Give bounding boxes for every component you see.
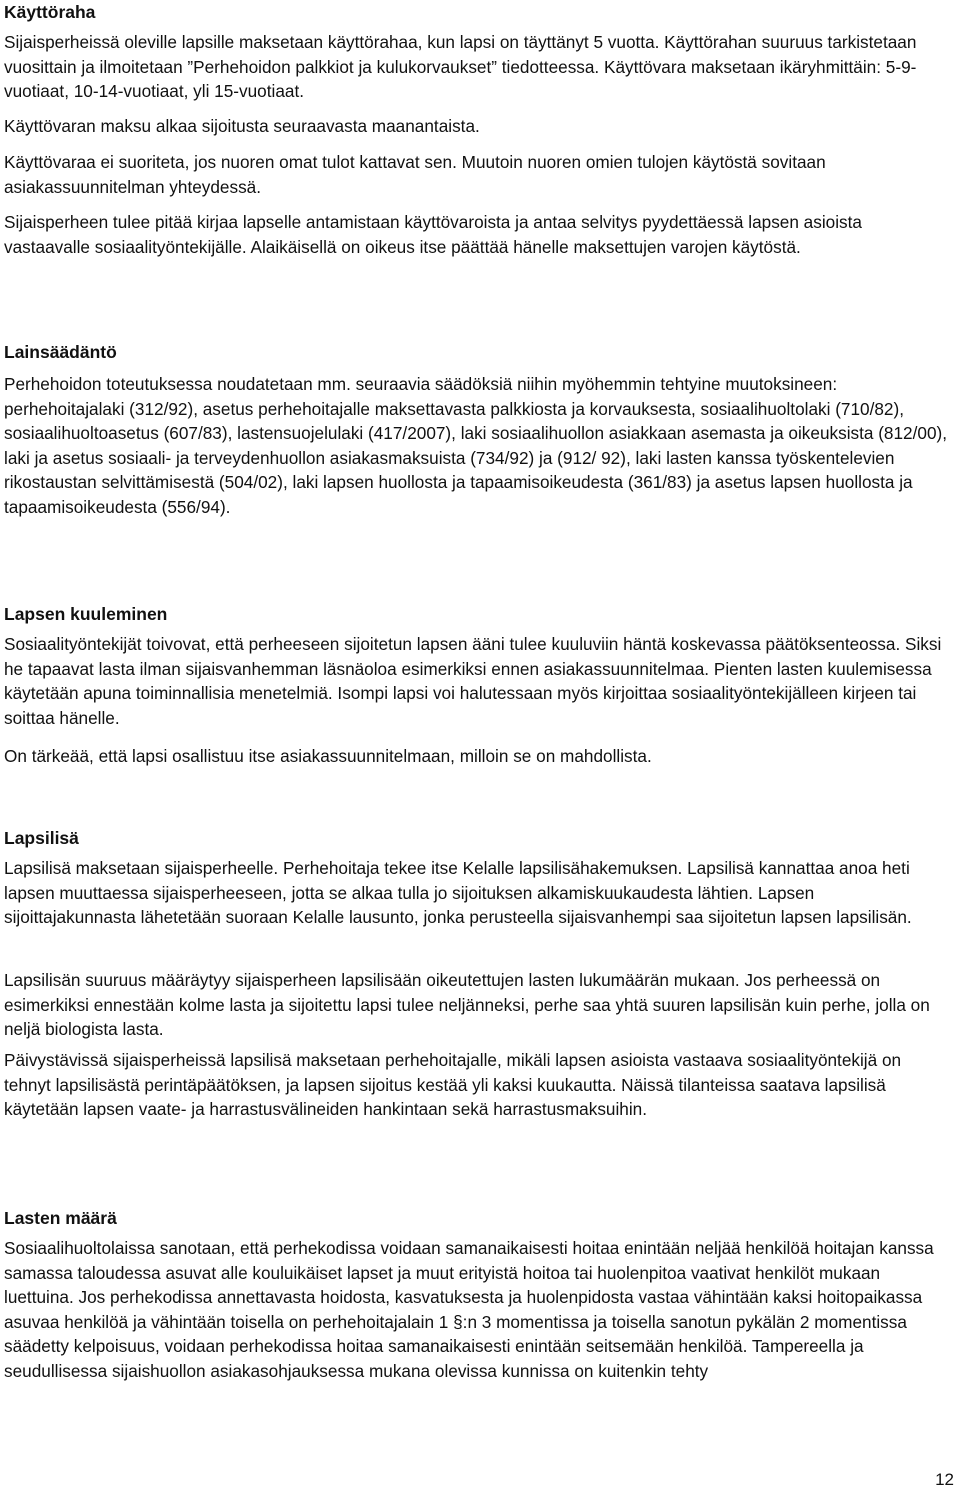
page-number: 12 bbox=[935, 1470, 954, 1489]
paragraph: Käyttövaran maksu alkaa sijoitusta seuraavasta maanantaista. bbox=[4, 116, 480, 136]
paragraph: Sijaisperheissä oleville lapsille maksetaan käyttörahaa, kun lapsi on täyttänyt 5 vuotta. Käyttörahan suuruus tarkistetaan vuosittain ja ilmoitetaan ”Perhehoidon palkkiot ja kulukorvaukset” tiedotteessa. Käyttövara maksetaan ikäryhmittäin: 5-9-vuotiaat, 10-14-vuotiaat, yli 15-vuotiaat. bbox=[4, 32, 917, 102]
section-heading: Lapsilisä bbox=[4, 828, 79, 848]
paragraph: On tärkeää, että lapsi osallistuu itse asiakassuunnitelmaan, milloin se on mahdollista. bbox=[4, 746, 652, 766]
paragraph: Sosiaalihuoltolaissa sanotaan, että perhekodissa voidaan samanaikaisesti hoitaa enintään neljää henkilöä hoitajan kanssa samassa taloudessa asuvat alle kouluikäiset lapset ja muut erityistä hoitoa tai huolenpitoa vaativat henkilöt mukaan luettuina. Jos perhekodissa annettavasta hoidosta, kasvatuksesta ja huolenpidosta vastaa vähintään kaksi hoitopaikassa asuvaa henkilöä ja vähintään toisella on perhehoitajalain 1 §:n 3 momentissa ja toisella sanotun pykälän 2 momentissa säädetty kelpoisuus, voidaan perhekodissa hoitaa samanaikaisesti enintään seitsemään henkilöä. Tampereella ja seudullisessa sijaishuollon asiakasohjauksessa mukana olevissa kunnissa on kuitenkin tehty bbox=[4, 1238, 934, 1381]
section-heading: Lainsäädäntö bbox=[4, 342, 117, 362]
paragraph: Lapsilisän suuruus määräytyy sijaisperheen lapsilisään oikeutettujen lasten lukumäärän mukaan. Jos perheessä on esimerkiksi ennestään kolme lasta ja sijoitettu lapsi tulee neljänneksi, perhe saa yhtä suuren lapsilisän kuin perhe, jolla on neljä biologista lasta. bbox=[4, 970, 930, 1040]
paragraph: Käyttövaraa ei suoriteta, jos nuoren omat tulot kattavat sen. Muutoin nuoren omien tulojen käytöstä sovitaan asiakassuunnitelman yhteydessä. bbox=[4, 152, 826, 197]
section-heading: Lapsen kuuleminen bbox=[4, 604, 168, 624]
section-heading: Lasten määrä bbox=[4, 1208, 117, 1228]
paragraph: Päivystävissä sijaisperheissä lapsilisä maksetaan perhehoitajalle, mikäli lapsen asioista vastaava sosiaalityöntekijä on tehnyt lapsilisästä perintäpäätöksen, ja lapsen sijoitus kestää yli kaksi kuukautta. Näissä tilanteissa saatava lapsilisä käytetään lapsen vaate- ja harrastusvälineiden hankintaan sekä harrastusmaksuihin. bbox=[4, 1050, 902, 1120]
section-heading: Käyttöraha bbox=[4, 2, 96, 22]
paragraph: Perhehoidon toteutuksessa noudatetaan mm. seuraavia säädöksiä niihin myöhemmin tehtyine muutoksineen: perhehoitajalaki (312/92), asetus perhehoitajalle maksettavasta palkkiosta ja korvauksesta, sosiaalihuoltolaki (710/82), sosiaalihuoltoasetus (607/83), lastensuojelulaki (417/2007), laki sosiaalihuollon asiakkaan asemasta ja oikeuksista (812/00), laki ja asetus sosiaali- ja terveydenhuollon asiakasmaksuista (734/92) ja (912/ 92), laki lasten kanssa työskentelevien rikostaustan selvittämisestä (504/02), laki lapsen huollosta ja tapaamisoikeudesta (361/83) ja asetus lapsen huollosta ja tapaamisoikeudesta (556/94). bbox=[4, 374, 948, 517]
paragraph: Sosiaalityöntekijät toivovat, että perheeseen sijoitetun lapsen ääni tulee kuuluviin häntä koskevassa päätöksenteossa. Siksi he tapaavat lasta ilman sijaisvanhemman läsnäoloa esimerkiksi ennen asiakassuunnitelmaa. Pienten lasten kuulemisessa käytetään apuna toiminnallisia menetelmiä. Isompi lapsi voi halutessaan myös kirjoittaa sosiaalityöntekijälleen kirjeen tai soittaa hänelle. bbox=[4, 634, 942, 728]
paragraph: Sijaisperheen tulee pitää kirjaa lapselle antamistaan käyttövaroista ja antaa selvitys pyydettäessä lapsen asioista vastaavalle sosiaalityöntekijälle. Alaikäisellä on oikeus itse päättää hänelle maksettujen varojen käytöstä. bbox=[4, 212, 862, 257]
paragraph: Lapsilisä maksetaan sijaisperheelle. Perhehoitaja tekee itse Kelalle lapsilisähakemuksen. Lapsilisä kannattaa anoa heti lapsen muuttaessa sijaisperheeseen, jotta se alkaa tulla jo sijoituksen alkamiskuukaudesta lähtien. Lapsen sijoittajakunnasta lähetetään suoraan Kelalle lausunto, jonka perusteella sijaisvanhempi saa sijoitetun lapsen lapsilisän. bbox=[4, 858, 912, 928]
